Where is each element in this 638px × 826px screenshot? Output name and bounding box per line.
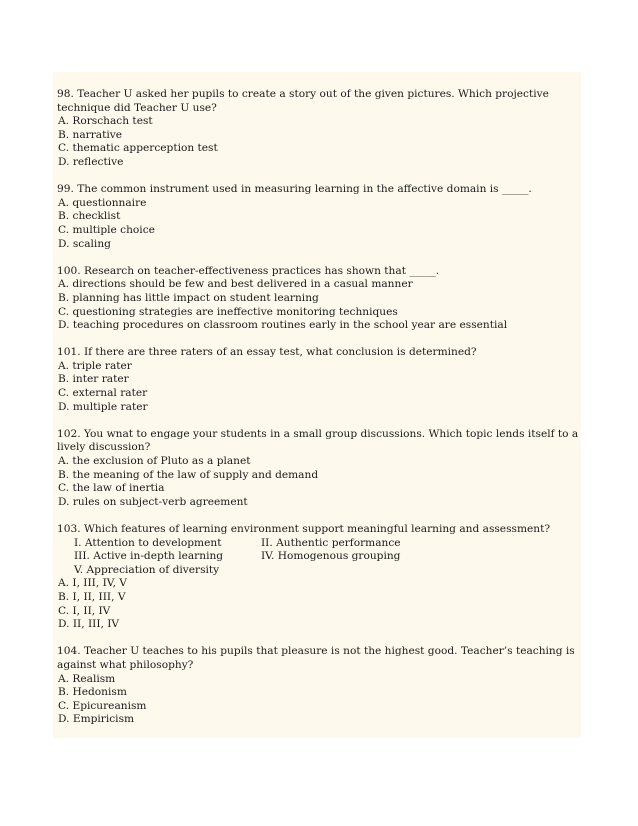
question-stem: 101. If there are three raters of an essay test, what conclusion is determined? (57, 346, 477, 359)
option-d: D. reflective (58, 155, 124, 168)
option-d: D. Empiricism (58, 713, 135, 726)
question-99 (57, 183, 579, 251)
statement-v: V. Appreciation of diversity (74, 563, 220, 576)
statement-iv: IV. Homogenous grouping (261, 550, 401, 563)
option-d: D. scaling (58, 237, 111, 250)
option-b: B. I, II, III, V (58, 590, 126, 603)
statement-row (57, 550, 579, 564)
question-stem: 103. Which features of learning environment support meaningful learning and assessment? (57, 523, 551, 535)
question-103 (57, 523, 579, 632)
option-c: C. Epicureanism (58, 699, 147, 712)
statement-ii: II. Authentic performance (261, 536, 401, 549)
statement-iii: III. Active in-depth learning (74, 550, 224, 563)
question-104 (57, 645, 579, 727)
option-a: A. I, III, IV, V (58, 577, 127, 590)
option-b: B. Hedonism (58, 686, 127, 699)
question-stem: 98. Teacher U asked her pupils to create a story out of the given pictures. Which projective technique did Teacher U use? (57, 88, 549, 114)
option-b: B. checklist (58, 210, 121, 223)
question-stem: 100. Research on teacher-effectiveness practices has shown that _____. (57, 264, 440, 277)
option-b: B. narrative (58, 128, 123, 141)
option-b: B. inter rater (58, 373, 129, 386)
question-98 (57, 88, 579, 170)
statement-i: I. Attention to development (74, 536, 222, 549)
question-stem: 102. You wnat to engage your students in a small group discussions. Which topic lends itself to a lively discussion? (57, 427, 579, 454)
option-d: D. II, III, IV (58, 618, 120, 631)
option-a: A. the exclusion of Pluto as a planet (58, 455, 251, 468)
option-c: C. I, II, IV (58, 604, 111, 617)
option-d: D. multiple rater (58, 400, 148, 413)
option-a: A. triple rater (58, 359, 132, 372)
option-a: A. Rorschach test (58, 115, 153, 128)
question-102 (57, 428, 579, 510)
question-stem: 104. Teacher U teaches to his pupils that pleasure is not the highest good. Teacher’s teaching is against what philosophy? (57, 645, 575, 671)
question-101 (57, 346, 579, 414)
option-d: D. rules on subject-verb agreement (58, 495, 248, 508)
option-c: C. questioning strategies are ineffective monitoring techniques (58, 305, 398, 318)
statement-row (57, 564, 579, 578)
option-c: C. the law of inertia (58, 482, 165, 495)
question-stem: 99. The common instrument used in measuring learning in the affective domain is _____. (57, 183, 532, 196)
option-b: B. planning has little impact on student learning (58, 291, 319, 304)
option-d: D. teaching procedures on classroom routines early in the school year are essential (58, 319, 508, 332)
statement-row (57, 537, 579, 551)
option-a: A. questionnaire (58, 196, 147, 209)
option-c: C. external rater (58, 387, 148, 400)
option-a: A. Realism (58, 672, 116, 685)
option-c: C. thematic apperception test (58, 142, 218, 155)
option-a: A. directions should be few and best delivered in a casual manner (58, 278, 413, 291)
option-b: B. the meaning of the law of supply and demand (58, 468, 319, 481)
question-list (57, 88, 579, 741)
option-c: C. multiple choice (58, 223, 155, 236)
question-100 (57, 265, 579, 333)
